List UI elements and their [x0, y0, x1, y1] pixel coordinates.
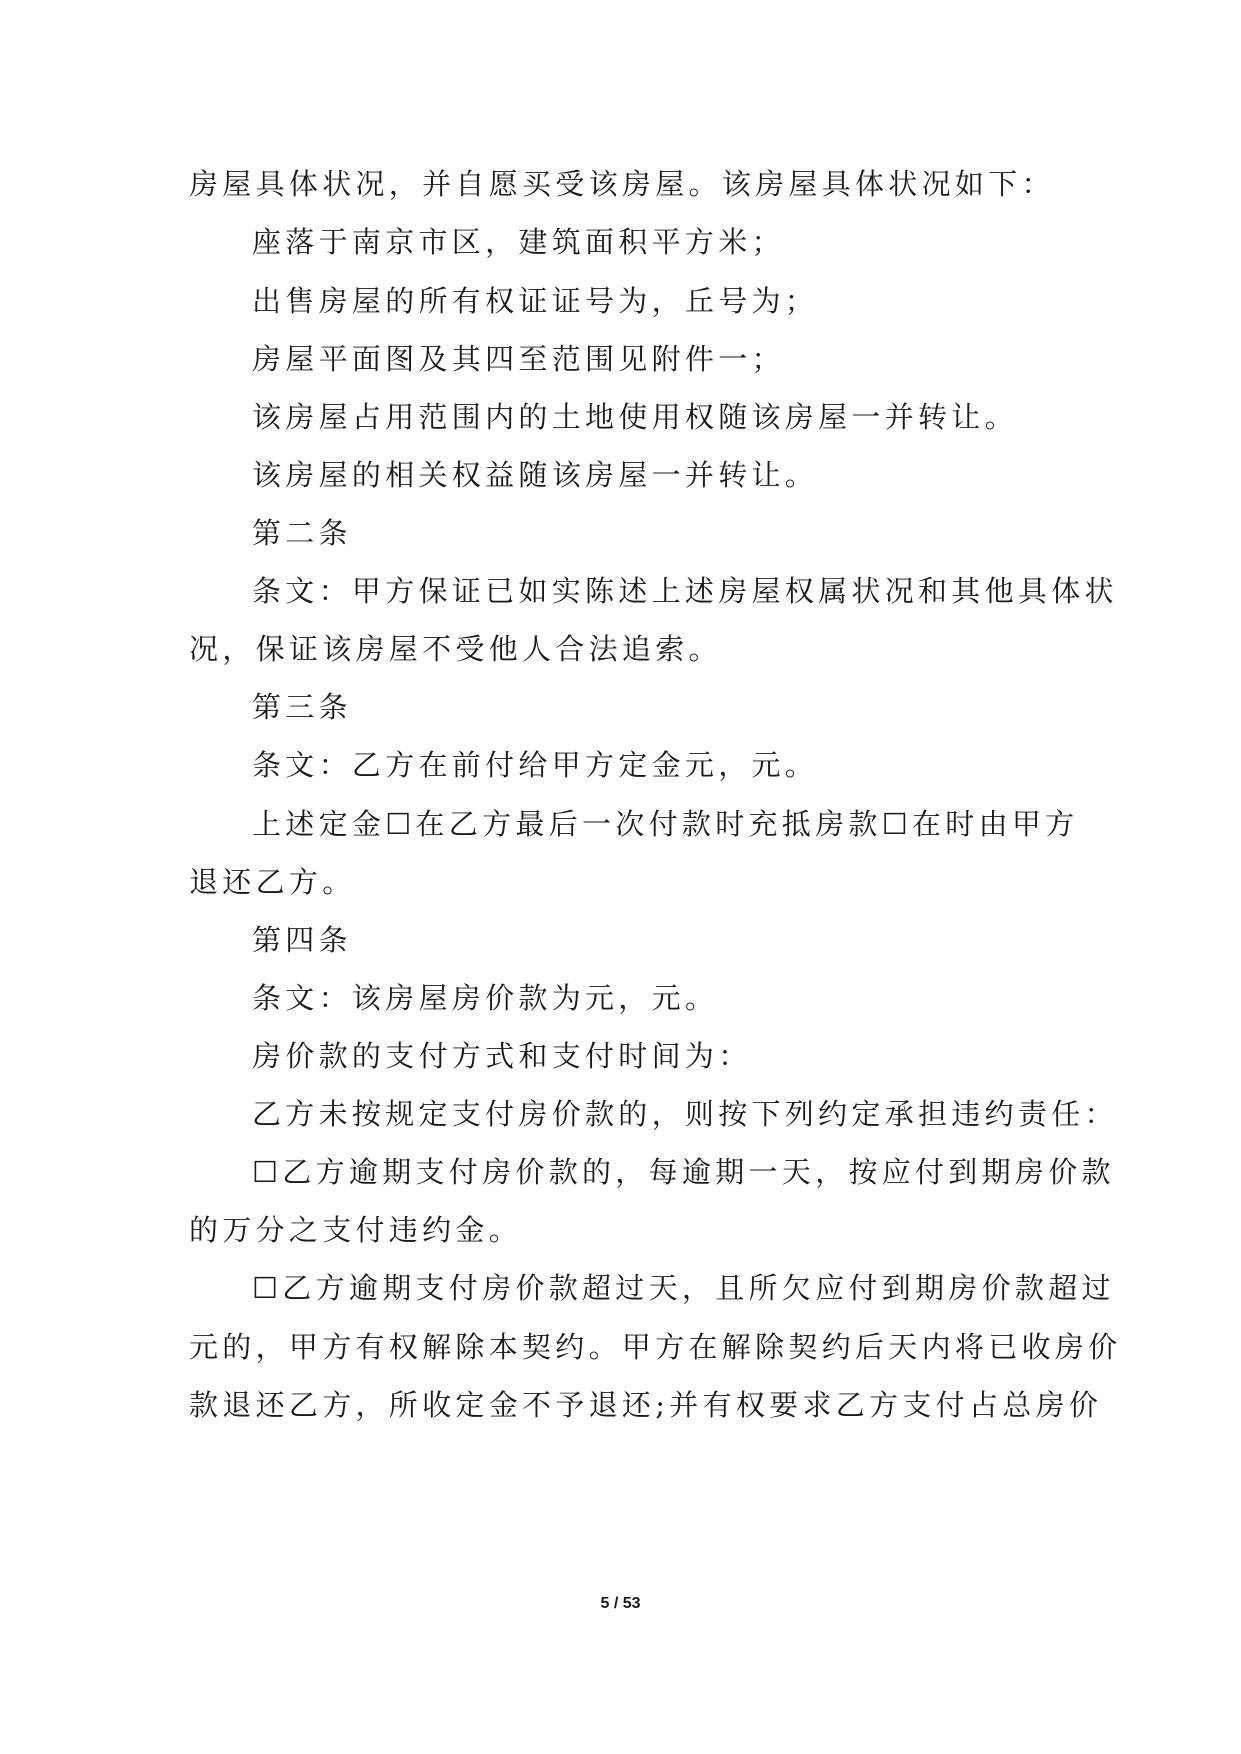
- paragraph-line: 座落于南京市区，建筑面积平方米；: [252, 225, 785, 259]
- paragraph-line: 上述定金☐在乙方最后一次付款时充抵房款☐在时由甲方: [252, 807, 1079, 841]
- paragraph-line: 该房屋占用范围内的土地使用权随该房屋一并转让。: [252, 400, 1018, 434]
- paragraph-line: 乙方未按规定支付房价款的，则按下列约定承担违约责任：: [252, 1097, 1118, 1131]
- paragraph-line: 房屋具体状况，并自愿买受该房屋。该房屋具体状况如下：: [189, 167, 1055, 201]
- paragraph-line: 出售房屋的所有权证证号为，丘号为；: [252, 284, 819, 318]
- paragraph-line: 况，保证该房屋不受他人合法追索。: [189, 632, 722, 666]
- paragraph-line: 条文：甲方保证已如实陈述上述房屋权属状况和其他具体状: [252, 574, 1118, 608]
- paragraph-line: 条文：乙方在前付给甲方定金元，元。: [252, 748, 819, 782]
- page-number: 5 / 53: [600, 1595, 641, 1612]
- paragraph-line: 的万分之支付违约金。: [189, 1213, 523, 1247]
- paragraph-line: 该房屋的相关权益随该房屋一并转让。: [252, 458, 819, 492]
- paragraph-line: 条文：该房屋房价款为元，元。: [252, 981, 719, 1015]
- paragraph-line: ☐乙方逾期支付房价款超过天，且所欠应付到期房价款超过: [252, 1271, 1115, 1305]
- paragraph-line: 款退还乙方，所收定金不予退还;并有权要求乙方支付占总房价: [189, 1388, 1103, 1422]
- paragraph-line: 房价款的支付方式和支付时间为：: [252, 1039, 752, 1073]
- paragraph-line: 元的，甲方有权解除本契约。甲方在解除契约后天内将已收房价: [189, 1330, 1122, 1364]
- paragraph-line: 房屋平面图及其四至范围见附件一；: [252, 342, 785, 376]
- paragraph-line: ☐乙方逾期支付房价款的，每逾期一天，按应付到期房价款: [252, 1155, 1115, 1189]
- paragraph-line: 退还乙方。: [189, 865, 356, 899]
- article-heading: 第四条: [252, 923, 352, 957]
- article-heading: 第二条: [252, 516, 352, 550]
- article-heading: 第三条: [252, 690, 352, 724]
